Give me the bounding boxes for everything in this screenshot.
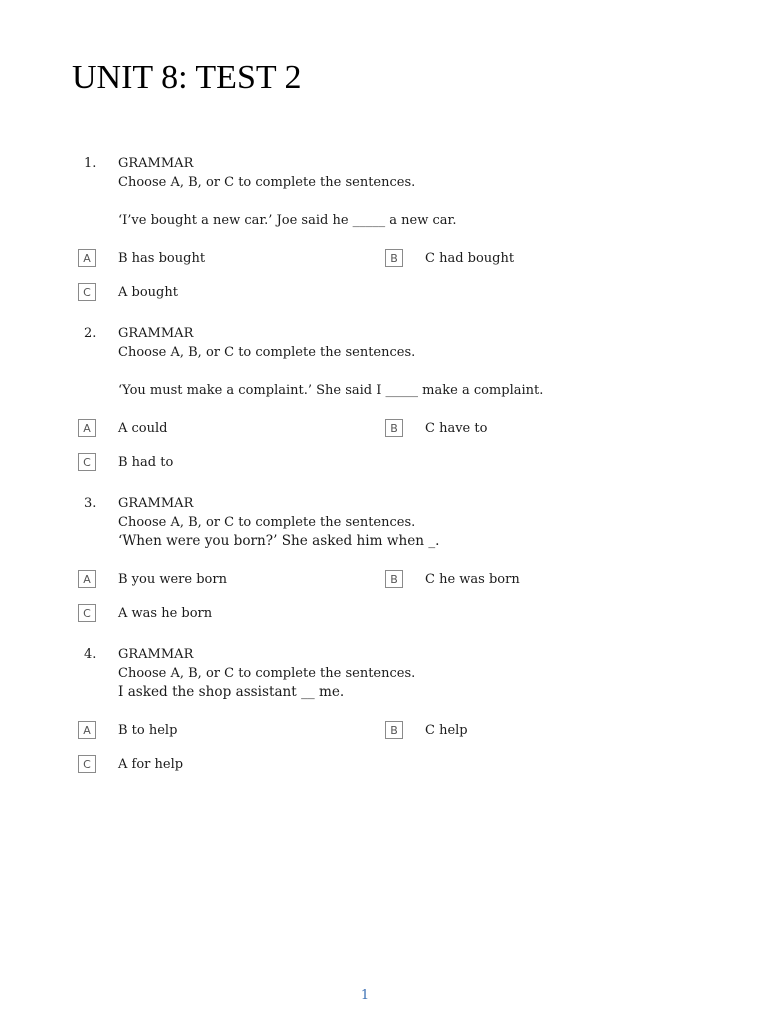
- option-text: B has bought: [118, 251, 206, 266]
- question-section: GRAMMAR: [118, 326, 194, 341]
- option-text: A was he born: [118, 606, 213, 621]
- question-number: 4.: [84, 647, 97, 662]
- option-text: C help: [425, 723, 468, 738]
- option-text: C had bought: [425, 251, 515, 266]
- page-title: UNIT 8: TEST 2: [72, 59, 302, 96]
- option-letter-box[interactable]: A: [78, 721, 96, 739]
- question-prompt: I asked the shop assistant __ me.: [118, 684, 345, 700]
- question-prompt: ‘You must make a complaint.’ She said I _____ make a complaint.: [118, 383, 544, 398]
- option-text: B to help: [118, 723, 178, 738]
- option-letter-box[interactable]: A: [78, 249, 96, 267]
- option-letter-box[interactable]: A: [78, 570, 96, 588]
- option-text: C he was born: [425, 572, 520, 587]
- option-text: A for help: [118, 757, 184, 772]
- option-letter-box[interactable]: C: [78, 283, 96, 301]
- question-instruction: Choose A, B, or C to complete the sentences.: [118, 515, 416, 530]
- page-number: 1: [360, 988, 370, 1003]
- question-instruction: Choose A, B, or C to complete the sentences.: [118, 175, 416, 190]
- option-letter-box[interactable]: B: [385, 570, 403, 588]
- option-letter-box[interactable]: A: [78, 419, 96, 437]
- question-prompt: ‘I’ve bought a new car.’ Joe said he _____ a new car.: [118, 213, 457, 228]
- option-letter-box[interactable]: B: [385, 721, 403, 739]
- question-number: 2.: [84, 326, 97, 341]
- option-letter-box[interactable]: B: [385, 249, 403, 267]
- question-number: 1.: [84, 156, 97, 171]
- option-text: B had to: [118, 455, 174, 470]
- question-section: GRAMMAR: [118, 156, 194, 171]
- option-text: A could: [118, 421, 168, 436]
- question-instruction: Choose A, B, or C to complete the sentences.: [118, 345, 416, 360]
- option-letter-box[interactable]: C: [78, 453, 96, 471]
- option-text: A bought: [118, 285, 178, 300]
- question-instruction: Choose A, B, or C to complete the sentences.: [118, 666, 416, 681]
- option-letter-box[interactable]: B: [385, 419, 403, 437]
- option-letter-box[interactable]: C: [78, 604, 96, 622]
- question-section: GRAMMAR: [118, 647, 194, 662]
- question-prompt: ‘When were you born?’ She asked him when _.: [118, 533, 440, 549]
- question-section: GRAMMAR: [118, 496, 194, 511]
- option-text: B you were born: [118, 572, 227, 587]
- option-text: C have to: [425, 421, 488, 436]
- question-number: 3.: [84, 496, 97, 511]
- option-letter-box[interactable]: C: [78, 755, 96, 773]
